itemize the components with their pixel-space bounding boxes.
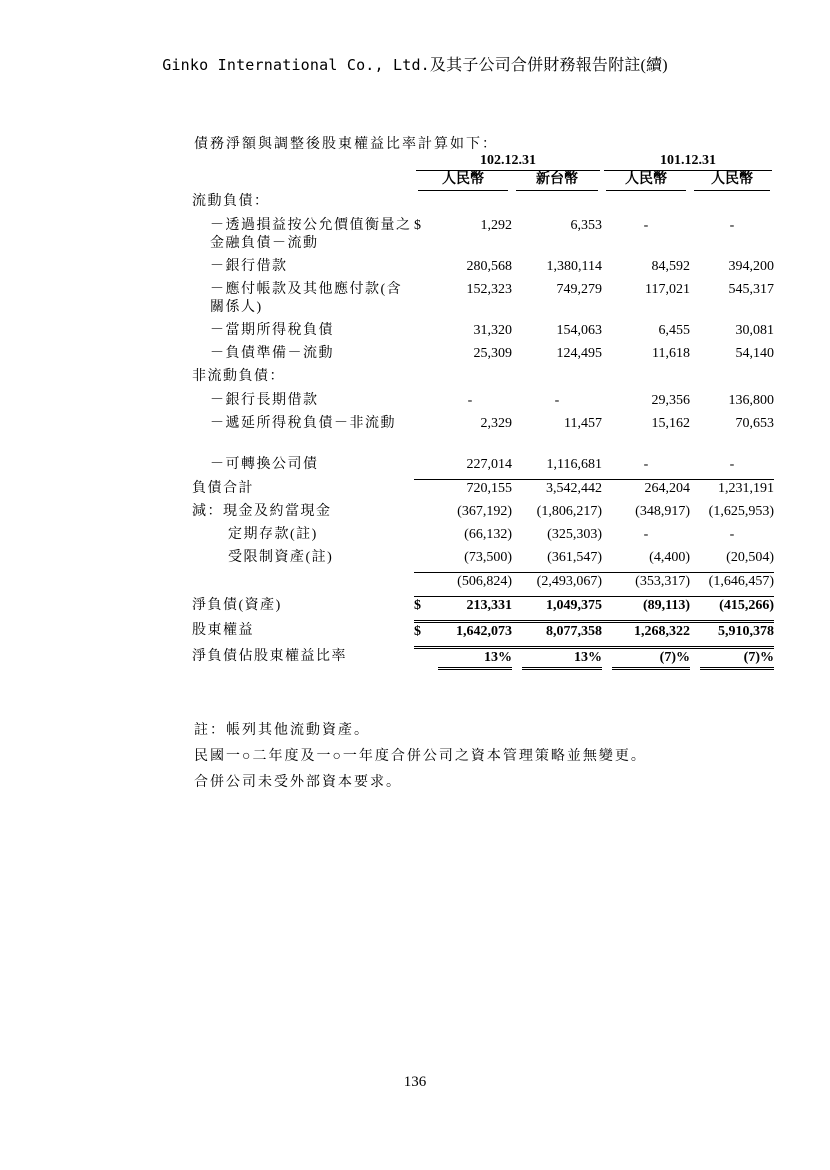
header-title: 及其子公司合併財務報告附註(續)	[429, 57, 668, 74]
cell-value: 1,116,681	[512, 456, 602, 480]
cell-value: 15,162	[651, 416, 690, 431]
row-label: 淨負債佔股東權益比率	[192, 648, 347, 664]
cell-value: 1,049,375	[512, 597, 602, 622]
table-row	[192, 322, 774, 345]
cell-value: -	[729, 218, 735, 233]
cell-value: 30,081	[735, 323, 774, 338]
cell-value: (4,400)	[602, 549, 690, 573]
table-row	[192, 622, 774, 648]
cell-value: 13%	[522, 649, 602, 670]
row-label: 淨負債(資產)	[192, 597, 282, 613]
currency-header: 人民幣	[694, 171, 770, 191]
table-row	[192, 217, 774, 258]
row-label: －遞延所得稅負債－非流動	[210, 416, 396, 431]
cell-value: 2,329	[480, 416, 512, 431]
row-label: －銀行借款	[210, 259, 288, 274]
cell-value: (415,266)	[690, 597, 774, 622]
table-row	[192, 597, 774, 622]
row-label: －當期所得稅負債	[210, 323, 334, 338]
cell-value: 394,200	[728, 259, 774, 274]
cell-value: 11,457	[564, 416, 602, 431]
cell-value: (2,493,067)	[512, 573, 602, 597]
cell-value: 264,204	[644, 481, 690, 496]
table-row	[192, 368, 774, 392]
net-debt-table	[192, 152, 774, 672]
table-row	[192, 281, 774, 322]
cell-value: 70,653	[735, 416, 774, 431]
cell-value: 25,309	[473, 346, 512, 361]
cell-value: 54,140	[735, 346, 774, 361]
date-header-2013: 102.12.31	[416, 152, 600, 171]
table-row	[192, 193, 774, 217]
cell-value: 3,542,442	[546, 481, 602, 496]
cell-value: (506,824)	[428, 573, 512, 597]
cell-value: 1,268,322	[602, 622, 690, 648]
row-label: －可轉換公司債	[210, 457, 319, 472]
cell-value: -	[643, 218, 649, 233]
table-row	[192, 415, 774, 456]
row-label: －應付帳款及其他應付款(含關係人)	[210, 282, 403, 315]
cell-value: (1,806,217)	[536, 504, 602, 519]
cell-value: -	[690, 456, 774, 480]
note-line: 合併公司未受外部資本要求。	[194, 775, 402, 790]
cell-value: 13%	[438, 649, 512, 670]
cell-value: (7)%	[700, 649, 774, 670]
table-row	[192, 456, 774, 480]
row-label: －負債準備－流動	[210, 346, 334, 361]
cell-value: (1,646,457)	[690, 573, 774, 597]
table-row	[192, 648, 774, 673]
cell-value: 280,568	[466, 259, 512, 274]
cell-value: (353,317)	[602, 573, 690, 597]
date-header-2012: 101.12.31	[604, 152, 772, 171]
table-row	[192, 258, 774, 281]
table-row	[192, 573, 774, 597]
cell-value: 117,021	[645, 282, 690, 297]
cell-value: 1,292	[480, 218, 512, 233]
cell-value: 749,279	[556, 282, 602, 297]
cell-value: 152,323	[466, 282, 512, 297]
row-label: 減：現金及約當現金	[192, 504, 332, 519]
page-number: 136	[403, 1074, 427, 1090]
cell-value: 8,077,358	[512, 622, 602, 648]
cell-value: 227,014	[428, 456, 512, 480]
intro-text: 債務淨額與調整後股東權益比率計算如下：	[194, 137, 498, 152]
table-row	[192, 503, 774, 526]
cell-value: 29,356	[651, 393, 690, 408]
note-line: 民國一○二年度及一○一年度合併公司之資本管理策略並無變更。	[194, 749, 647, 764]
currency-header: 人民幣	[418, 171, 508, 191]
cell-value: 213,331	[428, 597, 512, 622]
cell-value: (1,625,953)	[708, 504, 774, 519]
cell-value: 6,353	[570, 218, 602, 233]
date-header-row	[192, 152, 774, 171]
cell-value: (73,500)	[428, 549, 512, 573]
page-header	[0, 52, 830, 75]
row-label: 受限制資產(註)	[228, 550, 334, 565]
cell-value: -	[602, 456, 690, 480]
cell-value: (66,132)	[464, 527, 512, 542]
table-row	[192, 526, 774, 549]
cell-value: 124,495	[556, 346, 602, 361]
cell-value: 1,380,114	[546, 259, 602, 274]
row-label: 負債合計	[192, 480, 254, 496]
row-label: －銀行長期借款	[210, 393, 319, 408]
cell-value: 720,155	[466, 481, 512, 496]
cell-value: 84,592	[651, 259, 690, 274]
table-row	[192, 549, 774, 573]
header-company-name: Ginko International Co., Ltd.	[162, 56, 430, 74]
cell-value: 5,910,378	[690, 622, 774, 648]
table-row	[192, 480, 774, 504]
notes	[194, 718, 647, 796]
table-row	[192, 345, 774, 368]
row-label: 股東權益	[192, 622, 254, 638]
cell-value: -	[729, 527, 735, 542]
cell-value: -	[554, 393, 560, 408]
currency-header: 人民幣	[606, 171, 686, 191]
row-label: 流動負債：	[192, 194, 270, 209]
cell-value: 11,618	[652, 346, 690, 361]
cell-value: 1,642,073	[428, 622, 512, 648]
table-row	[192, 392, 774, 415]
currency-header-row	[192, 171, 774, 193]
cell-value: 545,317	[728, 282, 774, 297]
cell-value: -	[643, 527, 649, 542]
dollar-sign: $	[414, 597, 428, 622]
cell-value: (20,504)	[690, 549, 774, 573]
currency-header: 新台幣	[516, 171, 598, 191]
cell-value: (367,192)	[457, 504, 512, 519]
row-label: －透過損益按公允價值衡量之金融負債－流動	[210, 218, 412, 251]
cell-value: 154,063	[556, 323, 602, 338]
cell-value: (7)%	[612, 649, 690, 670]
cell-value: -	[467, 393, 473, 408]
cell-value: 1,231,191	[718, 481, 774, 496]
row-label: 定期存款(註)	[228, 527, 318, 542]
cell-value: 31,320	[473, 323, 512, 338]
dollar-sign: $	[414, 622, 428, 648]
row-label: 非流動負債：	[192, 369, 285, 384]
cell-value: (325,303)	[547, 527, 602, 542]
note-line: 註：帳列其他流動資產。	[194, 723, 370, 738]
cell-value: 136,800	[728, 393, 774, 408]
cell-value: (348,917)	[635, 504, 690, 519]
cell-value: 6,455	[658, 323, 690, 338]
cell-value: (89,113)	[602, 597, 690, 622]
dollar-sign: $	[414, 218, 421, 233]
cell-value: (361,547)	[512, 549, 602, 573]
